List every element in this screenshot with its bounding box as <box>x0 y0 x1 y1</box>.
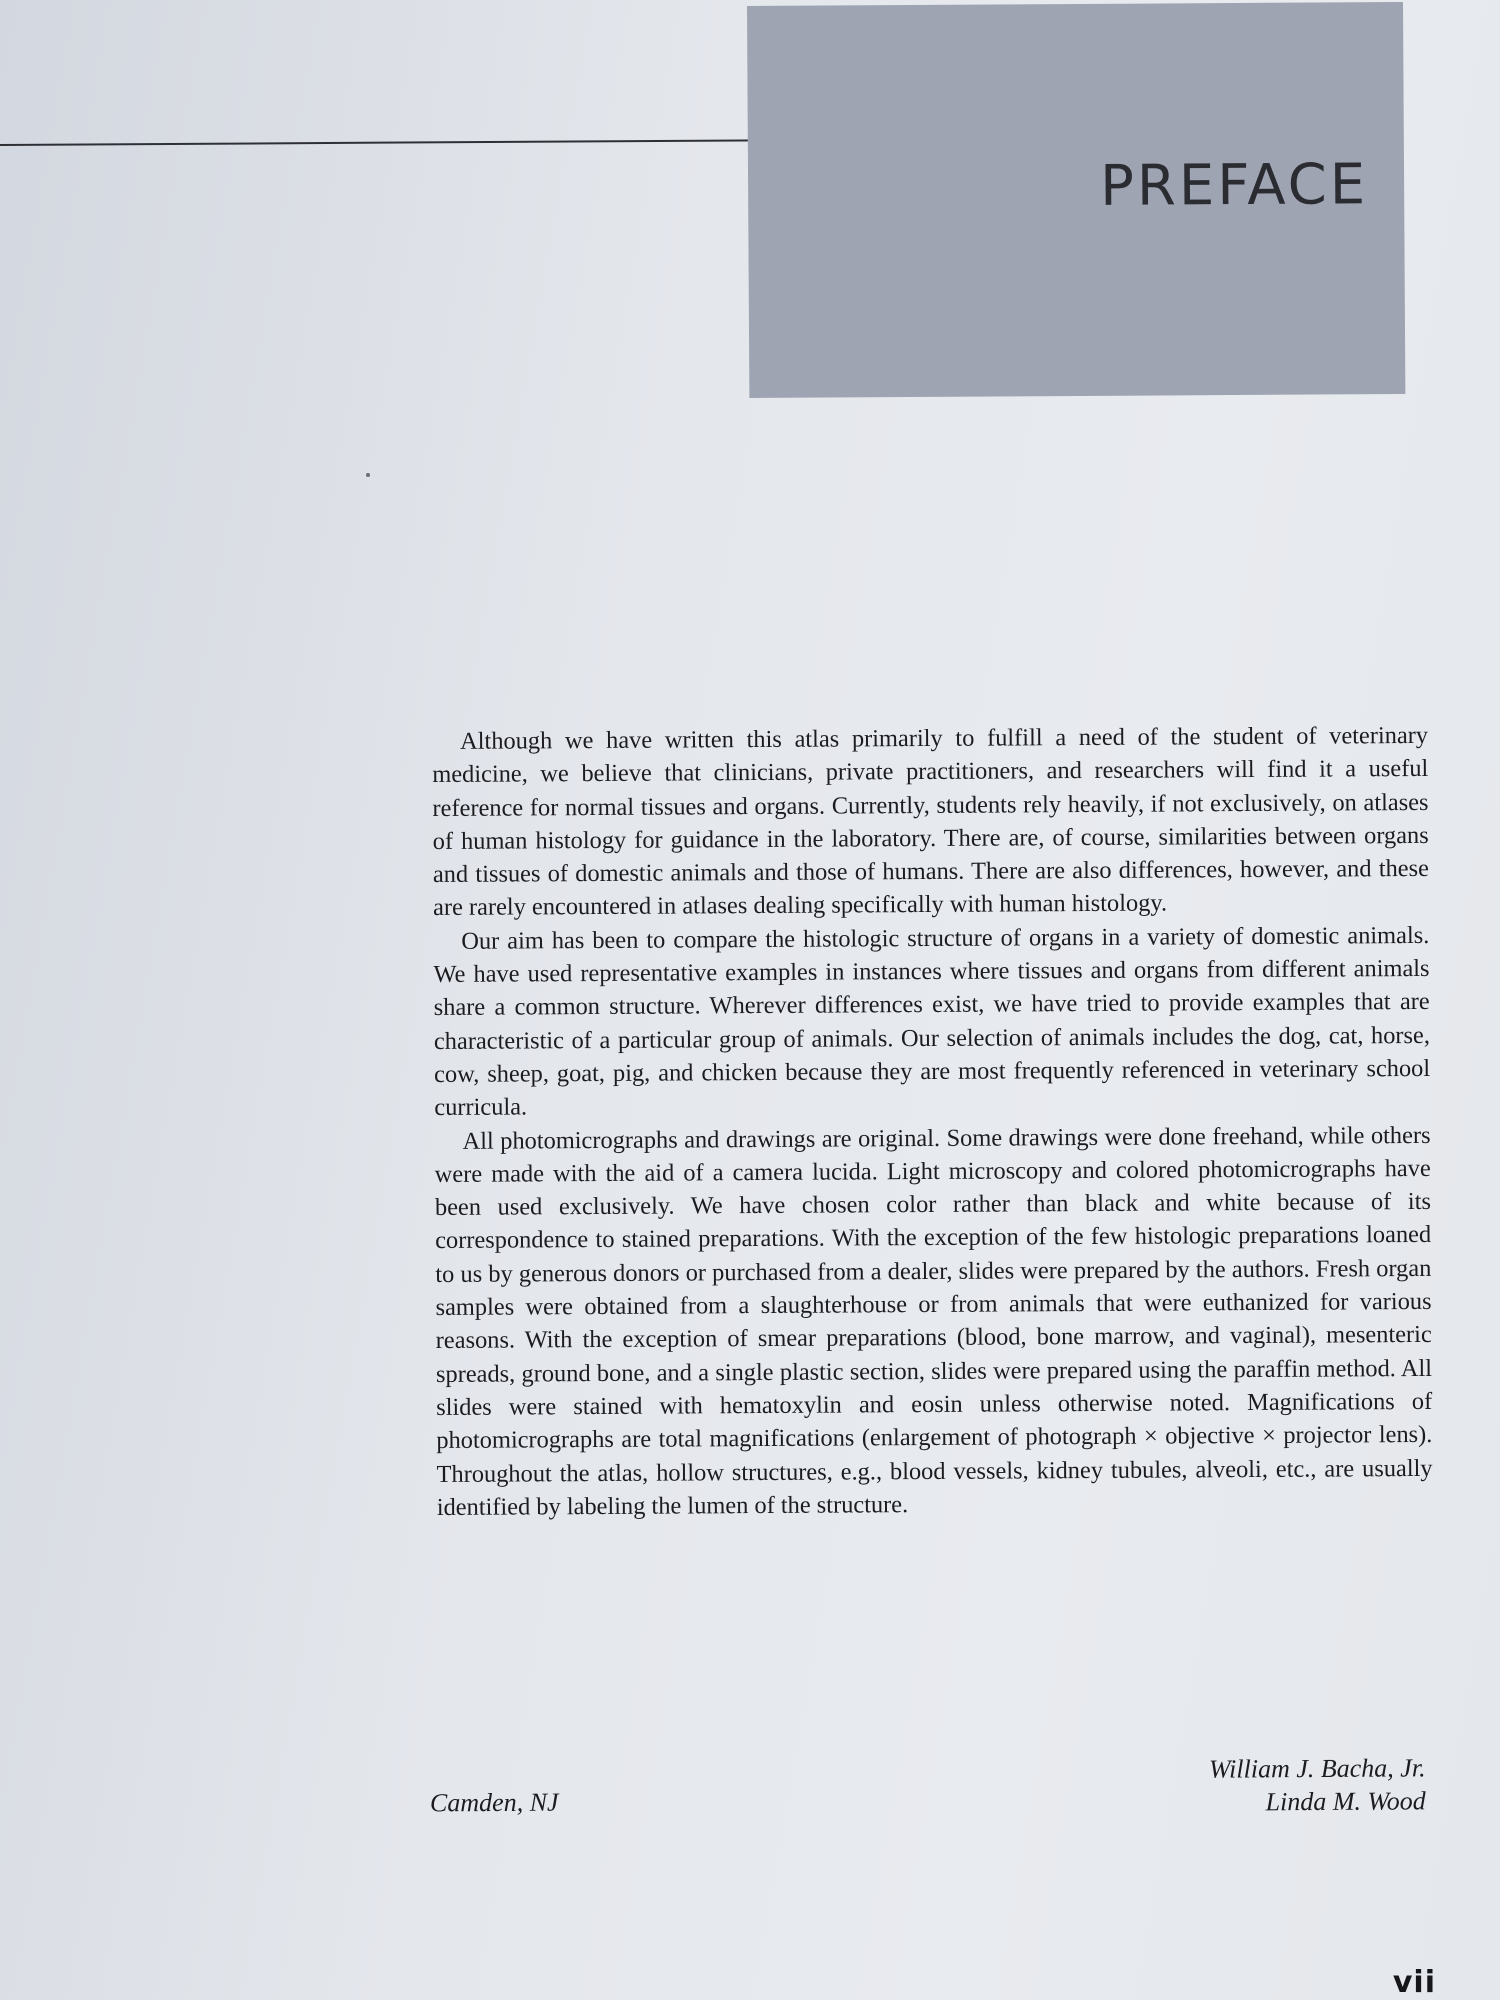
page-title: PREFACE <box>1099 152 1369 219</box>
signature-authors <box>1209 1751 1426 1818</box>
author-name: William J. Bacha, Jr. <box>1209 1753 1426 1784</box>
author-name: Linda M. Wood <box>1265 1786 1427 1817</box>
page-number: vii <box>1392 1965 1436 2000</box>
paragraph-2: Our aim has been to compare the histologic structure of organs in a variety of domestic animals. We have used representative examples in instances where tissues and organs from different animals share a common structure. Wherever differences exist, we have tried to provide examples that are characteristic of a particular group of animals. Our selection of animals includes the dog, cat, horse, cow, sheep, goat, pig, and chicken because they are most frequently referenced in veterinary school curricula. <box>433 921 1431 1122</box>
paper-speck <box>366 473 370 477</box>
signature-location: Camden, NJ <box>429 1787 559 1818</box>
paragraph-1: Although we have written this atlas primarily to fulfill a need of the student of veterinary medicine, we believe that clinicians, private practitioners, and researchers will find it a useful reference for normal tissues and organs. Currently, students rely heavily, if not exclusively, on atlases of human histology for guidance in the laboratory. There are, of course, similarities between organs and tissues of domestic animals and those of humans. There are also differences, however, and these are rarely encountered in atlases dealing specifically with human histology. <box>432 721 1429 922</box>
preface-body <box>432 719 1433 1524</box>
paragraph-3: All photomicrographs and drawings are original. Some drawings were done freehand, while others were made with the aid of a camera lucida. Light microscopy and colored photomicrographs have been used exclusively. We have chosen color rather than black and white because of its correspondence to stained preparations. With the exception of the few histologic preparations loaned to us by generous donors or purchased from a dealer, slides were prepared by the authors. Fresh organ samples were obtained from a slaughterhouse or from animals that were euthanized for various reasons. With the exception of smear preparations (blood, bone marrow, and vaginal), mesenteric spreads, ground bone, and a single plastic section, slides were prepared using the paraffin method. All slides were stained with hematoxylin and eosin unless otherwise noted. Magnifications of photomicrographs are total magnifications (enlargement of photograph × objective × projector lens). Throughout the atlas, hollow structures, e.g., blood vessels, kidney tubules, alveoli, etc., are usually identified by labeling the lumen of the structure. <box>434 1121 1433 1521</box>
title-banner <box>747 2 1405 398</box>
